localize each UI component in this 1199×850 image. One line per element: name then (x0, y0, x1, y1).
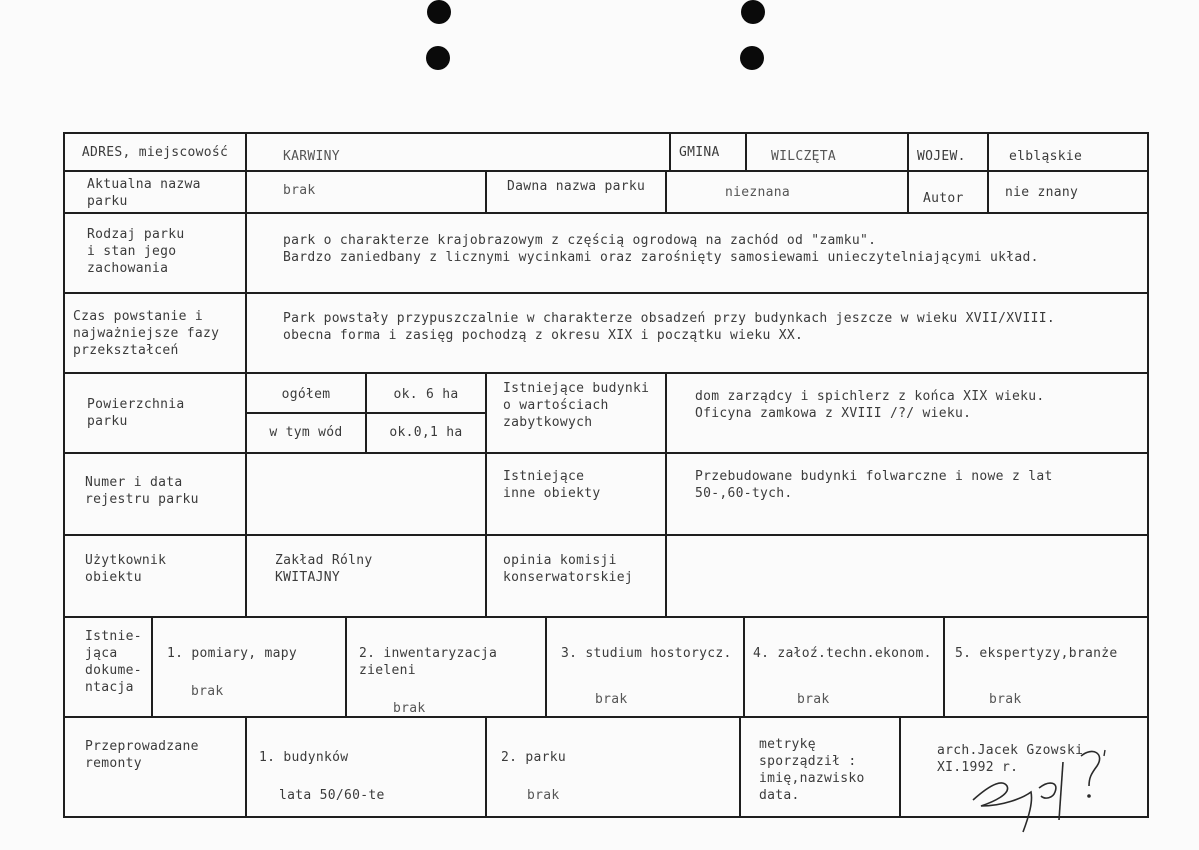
doc-item-label: 5. ekspertyzy,branże (955, 646, 1118, 661)
punch-hole (740, 46, 764, 70)
user-label: Użytkownik obiektu (63, 536, 247, 618)
wojew-label: WOJEW. (909, 132, 989, 172)
doc-item-label: 2. inwentaryzacja zieleni (359, 646, 498, 678)
register-label: Numer i data rejestru parku (63, 454, 247, 536)
area-water-label: w tym wód (247, 414, 367, 454)
former-name-label: Dawna nazwa parku (487, 172, 667, 214)
history-value: Park powstały przypuszczalnie w charakterze obsadzeń przy budynkach jeszcze w wieku XVII/XVIII. obecna forma i zasięg pochodzą z okresu XIX i początku wieku XX. (247, 294, 1149, 374)
address-value: KARWINY (247, 132, 671, 172)
gmina-label: GMINA (671, 132, 747, 172)
doc-item-value: brak (595, 692, 628, 707)
former-name-value: nieznana (667, 172, 909, 214)
punch-hole (427, 0, 451, 24)
renov-park-value: brak (527, 788, 560, 803)
gmina-value: WILCZĘTA (747, 132, 909, 172)
heritage-buildings-value: dom zarządcy i spichlerz z końca XIX wieku. Oficyna zamkowa z XVIII /?/ wieku. (667, 374, 1149, 454)
doc-item-label: 3. studium hostorycz. (561, 646, 732, 661)
opinion-value (667, 536, 1149, 618)
renov-park-cell (487, 718, 741, 818)
current-name-label: Aktualna nazwa parku (63, 172, 247, 214)
doc-item-5 (945, 618, 1149, 718)
area-water-value: ok.0,1 ha (367, 414, 487, 454)
park-type-value: park o charakterze krajobrazowym z częścią ogrodową na zachód od "zamku". Bardzo zaniedbany z licznymi wycinkami oraz zarośnięty samosiewami unieczytelniającymi układ. (247, 214, 1149, 294)
doc-item-value: brak (393, 701, 426, 716)
doc-item-value: brak (191, 684, 224, 699)
history-label: Czas powstanie i najważniejsze fazy przekształceń (63, 294, 247, 374)
doc-item-label: 1. pomiary, mapy (167, 646, 298, 661)
doc-item-2 (347, 618, 547, 718)
heritage-buildings-label: Istniejące budynki o wartościach zabytkowych (487, 374, 667, 454)
opinion-label: opinia komisji konserwatorskiej (487, 536, 667, 618)
doc-item-3 (547, 618, 745, 718)
author-value: nie znany (989, 172, 1149, 214)
wojew-value: elbląskie (989, 132, 1149, 172)
user-value: Zakład Rólny KWITAJNY (247, 536, 487, 618)
doc-item-1 (153, 618, 347, 718)
renov-buildings-cell (247, 718, 487, 818)
renov-buildings-value: lata 50/60-te (279, 788, 385, 803)
punch-hole (741, 0, 765, 24)
renov-park-label: 2. parku (501, 750, 567, 765)
handwritten-signature (963, 742, 1133, 842)
docs-label: Istnie- jąca dokume- ntacja (63, 618, 153, 718)
metric-label: metrykę sporządził : imię,nazwisko data. (741, 718, 901, 818)
doc-item-value: brak (989, 692, 1022, 707)
current-name-value: brak (247, 172, 487, 214)
park-record-card (63, 132, 1149, 818)
renov-buildings-label: 1. budynków (259, 750, 349, 765)
park-type-label: Rodzaj parku i stan jego zachowania (63, 214, 247, 294)
metric-value: arch.Jacek Gzowski XI.1992 r. (901, 718, 1149, 818)
renovations-label: Przeprowadzane remonty (63, 718, 247, 818)
doc-item-value: brak (797, 692, 830, 707)
address-label: ADRES, miejscowość (63, 132, 247, 172)
other-objects-label: Istniejące inne obiekty (487, 454, 667, 536)
register-value (247, 454, 487, 536)
area-total-value: ok. 6 ha (367, 374, 487, 414)
punch-hole (426, 46, 450, 70)
author-label: Autor (909, 172, 989, 214)
doc-item-label: 4. załoź.techn.ekonom. (753, 646, 932, 661)
area-total-label: ogółem (247, 374, 367, 414)
doc-item-4 (745, 618, 945, 718)
other-objects-value: Przebudowane budynki folwarczne i nowe z lat 50-,60-tych. (667, 454, 1149, 536)
area-label: Powierzchnia parku (63, 374, 247, 454)
